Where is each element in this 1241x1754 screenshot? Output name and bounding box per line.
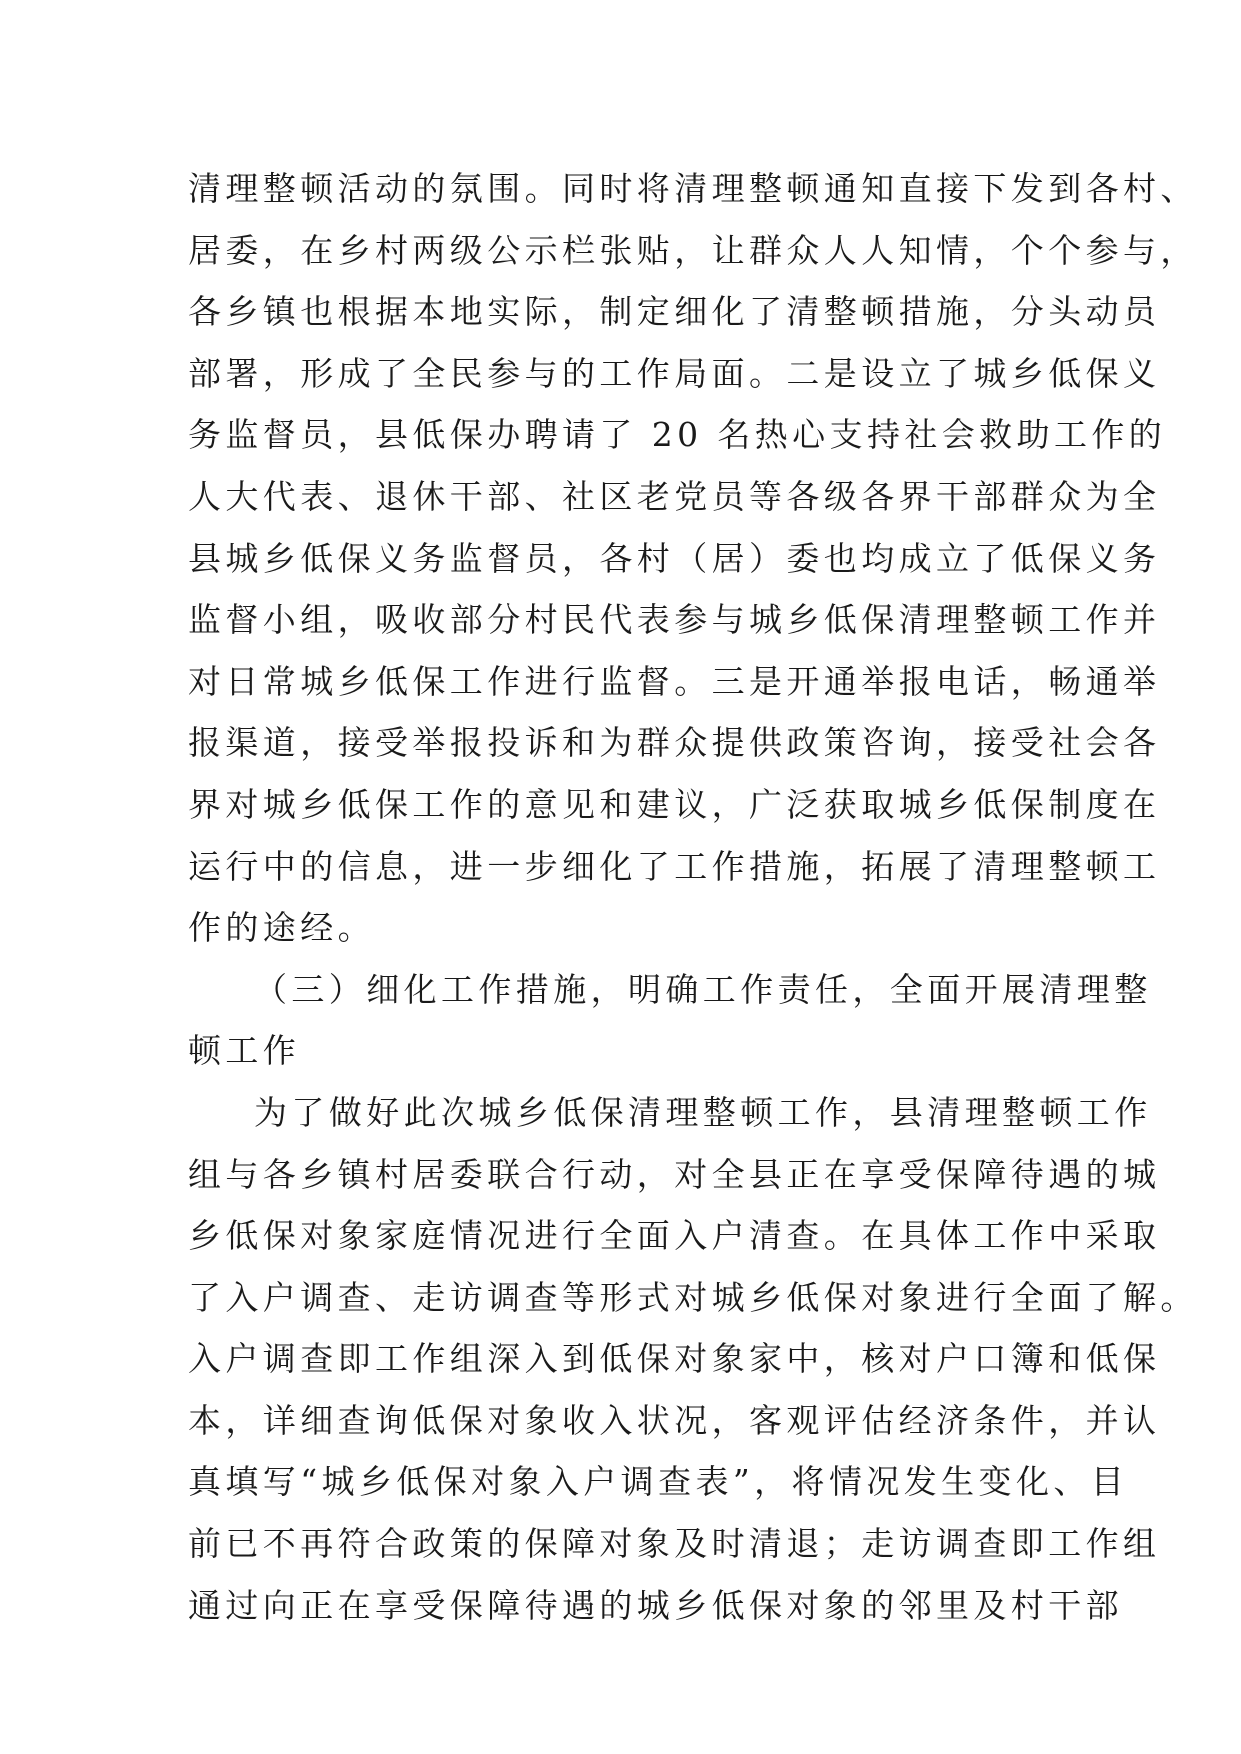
text-line: 前已不再符合政策的保障对象及时清退；走访调查即工作组 bbox=[188, 1524, 1161, 1564]
text-line: 务监督员，县低保办聘请了 20 名热心支持社会救助工作的 bbox=[188, 415, 1167, 455]
body-text bbox=[188, 158, 1198, 1636]
section-heading: （三）细化工作措施，明确工作责任，全面开展清理整 bbox=[254, 969, 1152, 1009]
text-line: 界对城乡低保工作的意见和建议，广泛获取城乡低保制度在 bbox=[188, 784, 1161, 824]
text-line: 了入户调查、走访调查等形式对城乡低保对象进行全面了解。 bbox=[188, 1277, 1198, 1317]
text-line: 乡低保对象家庭情况进行全面入户清查。在具体工作中采取 bbox=[188, 1216, 1161, 1256]
text-line: 组与各乡镇村居委联合行动，对全县正在享受保障待遇的城 bbox=[188, 1154, 1161, 1194]
text-line: 居委，在乡村两级公示栏张贴，让群众人人知情，个个参与， bbox=[188, 230, 1198, 270]
text-line: 报渠道，接受举报投诉和为群众提供政策咨询，接受社会各 bbox=[188, 723, 1161, 763]
text-line: 监督小组，吸收部分村民代表参与城乡低保清理整顿工作并 bbox=[188, 600, 1161, 640]
text-line: 各乡镇也根据本地实际，制定细化了清整顿措施，分头动员 bbox=[188, 292, 1161, 332]
text-line: 部署，形成了全民参与的工作局面。二是设立了城乡低保义 bbox=[188, 353, 1161, 393]
paragraph-start-line: 为了做好此次城乡低保清理整顿工作，县清理整顿工作 bbox=[254, 1092, 1152, 1132]
text-line: 本，详细查询低保对象收入状况，客观评估经济条件，并认 bbox=[188, 1400, 1161, 1440]
text-line: 县城乡低保义务监督员，各村（居）委也均成立了低保义务 bbox=[188, 538, 1161, 578]
section-heading-continued: 顿工作 bbox=[188, 1031, 301, 1071]
text-line: 真填写“城乡低保对象入户调查表”，将情况发生变化、目 bbox=[188, 1462, 1129, 1502]
text-line: 通过向正在享受保障待遇的城乡低保对象的邻里及村干部 bbox=[188, 1585, 1123, 1625]
text-line: 运行中的信息，进一步细化了工作措施，拓展了清理整顿工 bbox=[188, 846, 1161, 886]
text-line: 作的途经。 bbox=[188, 908, 375, 948]
text-line: 清理整顿活动的氛围。同时将清理整顿通知直接下发到各村、 bbox=[188, 169, 1198, 208]
text-line: 入户调查即工作组深入到低保对象家中，核对户口簿和低保 bbox=[188, 1339, 1161, 1379]
text-line: 人大代表、退休干部、社区老党员等各级各界干部群众为全 bbox=[188, 476, 1161, 516]
text-line: 对日常城乡低保工作进行监督。三是开通举报电话，畅通举 bbox=[188, 661, 1161, 701]
